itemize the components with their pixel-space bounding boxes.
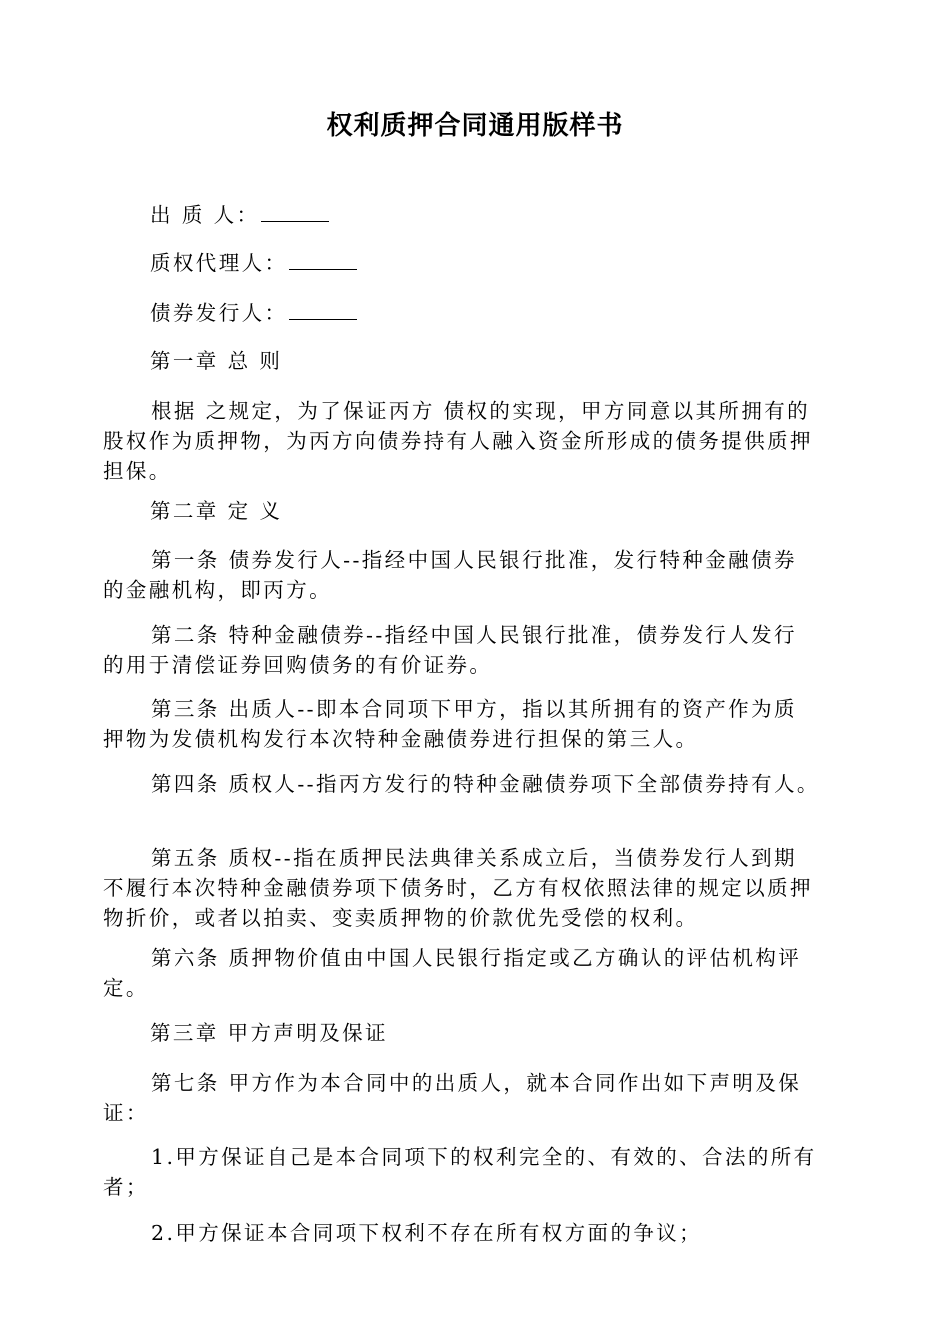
issuer-label: 债券发行人： bbox=[150, 301, 288, 325]
chapter3-heading: 第三章 甲方声明及保证 bbox=[150, 1021, 388, 1045]
chapter1-heading: 第一章 总 则 bbox=[150, 349, 283, 373]
item-2 bbox=[103, 1218, 863, 1248]
paragraph-line: 定。 bbox=[103, 976, 149, 1000]
paragraph-line: 根据 之规定，为了保证丙方 债权的实现，甲方同意以其所拥有的 bbox=[151, 399, 811, 423]
paragraph-line: 证： bbox=[103, 1101, 149, 1125]
paragraph-line: 股权作为质押物，为丙方向债券持有人融入资金所形成的债务提供质押 bbox=[103, 429, 813, 453]
paragraph-line: 第七条 甲方作为本合同中的出质人，就本合同作出如下声明及保 bbox=[151, 1071, 802, 1095]
agent-label: 质权代理人： bbox=[150, 251, 288, 275]
article-4 bbox=[103, 769, 863, 799]
article-1 bbox=[103, 545, 863, 605]
paragraph-line: 不履行本次特种金融债券项下债务时，乙方有权依照法律的规定以质押 bbox=[103, 876, 813, 900]
article-2 bbox=[103, 620, 863, 680]
chapter2-heading: 第二章 定 义 bbox=[150, 499, 283, 523]
paragraph-line: 第三条 出质人--即本合同项下甲方，指以其所拥有的资产作为质 bbox=[151, 697, 797, 721]
pledgor-blank[interactable] bbox=[261, 201, 329, 222]
agent-field bbox=[150, 248, 357, 278]
paragraph-line: 第一条 债券发行人--指经中国人民银行批准，发行特种金融债券 bbox=[151, 548, 797, 572]
paragraph-line: 担保。 bbox=[103, 459, 172, 483]
article-6 bbox=[103, 943, 863, 1003]
pledgor-label: 出 质 人： bbox=[150, 203, 260, 227]
paragraph-line: 的用于清偿证券回购债务的有价证券。 bbox=[103, 653, 493, 677]
article-5 bbox=[103, 843, 863, 933]
chapter1-paragraph bbox=[103, 396, 863, 486]
article-7 bbox=[103, 1068, 863, 1128]
article-3 bbox=[103, 694, 863, 754]
paragraph-line: 2.甲方保证本合同项下权利不存在所有权方面的争议； bbox=[151, 1221, 703, 1245]
agent-blank[interactable] bbox=[289, 249, 357, 270]
paragraph-line: 第六条 质押物价值由中国人民银行指定或乙方确认的评估机构评 bbox=[151, 946, 802, 970]
paragraph-line: 1.甲方保证自己是本合同项下的权利完全的、有效的、合法的所有 bbox=[151, 1145, 817, 1169]
paragraph-line: 者； bbox=[103, 1175, 149, 1199]
paragraph-line: 第五条 质权--指在质押民法典律关系成立后，当债券发行人到期 bbox=[151, 846, 797, 870]
issuer-blank[interactable] bbox=[289, 299, 357, 320]
paragraph-line: 的金融机构，即丙方。 bbox=[103, 578, 332, 602]
paragraph-line: 第四条 质权人--指丙方发行的特种金融债券项下全部债券持有人。 bbox=[151, 772, 820, 796]
pledgor-field bbox=[150, 200, 329, 230]
item-1 bbox=[103, 1142, 863, 1202]
paragraph-line: 物折价，或者以拍卖、变卖质押物的价款优先受偿的权利。 bbox=[103, 906, 699, 930]
issuer-field bbox=[150, 298, 357, 328]
paragraph-line: 押物为发债机构发行本次特种金融债券进行担保的第三人。 bbox=[103, 727, 699, 751]
document-title: 权利质押合同通用版样书 bbox=[326, 111, 624, 141]
paragraph-line: 第二条 特种金融债券--指经中国人民银行批准，债券发行人发行 bbox=[151, 623, 797, 647]
